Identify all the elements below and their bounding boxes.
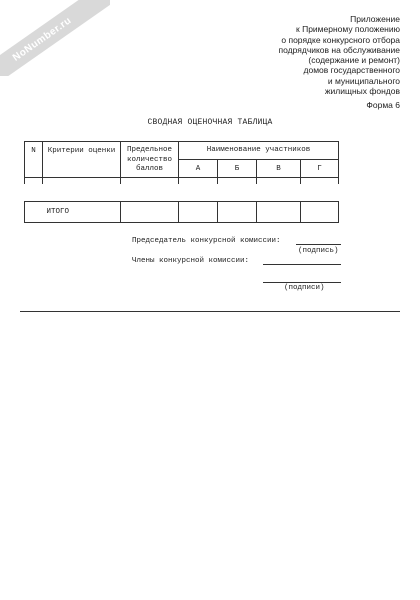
col-n-label: N [31, 147, 36, 155]
appendix-line: (содержание и ремонт) [308, 55, 400, 66]
table-cell [301, 178, 339, 184]
watermark-text: NoNumber.ru [10, 14, 74, 64]
participant-v-label: В [276, 164, 281, 173]
participant-b-header [218, 160, 257, 178]
summary-table [24, 141, 339, 184]
participant-a-label: А [195, 164, 201, 173]
chairman-signature-line [296, 244, 341, 245]
table-title: СВОДНАЯ ОЦЕНОЧНАЯ ТАБЛИЦА [147, 118, 273, 127]
table-row [25, 178, 339, 184]
table-cell [218, 178, 257, 184]
total-cell [25, 202, 43, 223]
col-criteria-label: Критерии оценки [47, 147, 116, 155]
total-label-cell [43, 202, 121, 223]
appendix-line: о порядке конкурсного отбора [281, 34, 400, 45]
total-label: ИТОГО [46, 208, 70, 216]
col-participants-header [179, 142, 339, 160]
col-criteria-header [43, 142, 121, 178]
members-label: Члены конкурсной комиссии: [132, 257, 250, 265]
table-cell [121, 178, 179, 184]
col-max-points-line: баллов [135, 165, 163, 173]
col-n-header [25, 142, 43, 178]
appendix-line: к Примерному положению [296, 24, 400, 35]
total-cell [218, 202, 257, 223]
total-row-table [24, 201, 339, 223]
appendix-line: жилищных фондов [324, 86, 400, 97]
table-cell [179, 178, 218, 184]
col-max-points-line: количество [126, 155, 172, 164]
total-cell [121, 202, 179, 223]
watermark [0, 0, 110, 76]
total-cell [301, 202, 339, 223]
col-max-points-header [121, 142, 179, 178]
appendix-line: Приложение [350, 14, 400, 24]
participant-g-header [301, 160, 339, 178]
total-cell [179, 202, 218, 223]
participant-a-header [179, 160, 218, 178]
total-cell [257, 202, 301, 223]
chairman-caption: (подпись) [298, 247, 339, 255]
members-caption: (подписи) [284, 284, 325, 292]
members-signature-line-2 [263, 282, 341, 283]
col-participants-label: Наименование участников [206, 146, 311, 154]
appendix-line: подрядчиков на обслуживание [278, 44, 400, 55]
participant-g-label: Г [317, 164, 322, 173]
appendix-block [230, 14, 400, 96]
table-cell [43, 178, 121, 184]
table-cell [25, 178, 43, 184]
appendix-line: и муниципального [327, 75, 400, 86]
watermark-band [0, 0, 110, 76]
appendix-line: домов государственного [303, 65, 400, 76]
participant-b-label: Б [234, 164, 240, 173]
chairman-label: Председатель конкурсной комиссии: [132, 237, 281, 245]
members-signature-line [263, 264, 341, 265]
page-divider [20, 311, 400, 312]
total-row [25, 202, 339, 223]
form-label: Форма 6 [366, 100, 400, 110]
participant-v-header [257, 160, 301, 178]
col-max-points-line: Предельное [126, 146, 172, 154]
table-cell [257, 178, 301, 184]
